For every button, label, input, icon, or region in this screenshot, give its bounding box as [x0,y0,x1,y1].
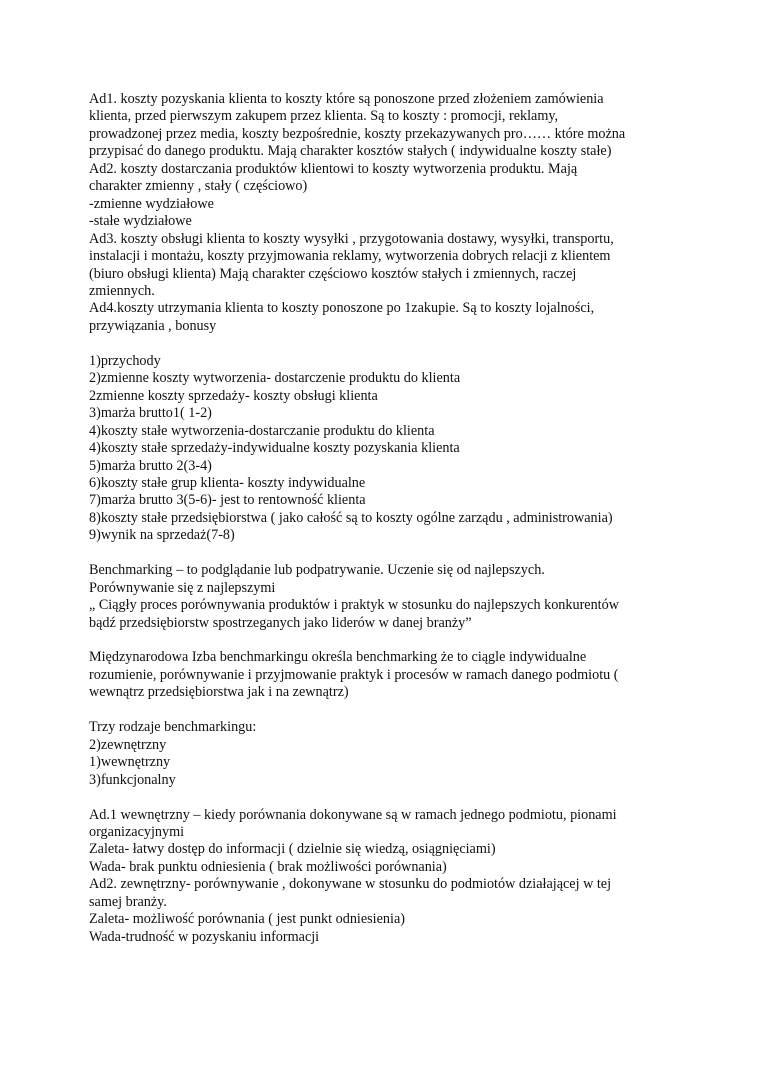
text-line: bądź przedsiębiorstw spostrzeganych jako liderów w danej branży” [89,614,472,631]
blank-line [89,702,689,719]
text-line: (biuro obsługi klienta) Mają charakter częściowo kosztów stałych i zmiennych, raczej [89,265,577,282]
list-item: 2zmienne koszty sprzedaży- koszty obsługi klienta [89,387,378,404]
text-line: Zaleta- możliwość porównania ( jest punkt odniesienia) [89,911,405,928]
list-item: 1)wewnętrzny [89,754,171,771]
blank-line [89,545,689,562]
blank-line [89,632,689,649]
text-line: Międzynarodowa Izba benchmarkingu określa benchmarking że to ciągle indywidualne [89,649,587,666]
list-item: 9)wynik na sprzedaż(7-8) [89,527,235,544]
text-line: wewnątrz przedsiębiorstwa jak i na zewnątrz) [89,684,349,701]
list-item: 8)koszty stałe przedsiębiorstwa ( jako całość są to koszty ogólne zarządu , administrowania) [89,509,613,526]
text-line: Ad3. koszty obsługi klienta to koszty wysyłki , przygotowania dostawy, wysyłki, transportu, [89,230,614,247]
text-line: Ad1. koszty pozyskania klienta to koszty które są ponoszone przed złożeniem zamówienia [89,91,604,107]
text-line: przypisać do danego produktu. Mają charakter kosztów stałych ( indywidualne koszty stałe) [89,143,612,160]
text-line: Wada- brak punktu odniesienia ( brak możliwości porównania) [89,858,447,875]
text-line: charakter zmienny , stały ( częściowo) [89,178,308,195]
costs-section [89,91,689,335]
list-item: 4)koszty stałe wytworzenia-dostarczanie produktu do klienta [89,422,435,439]
text-line: Ad.1 wewnętrzny – kiedy porównania dokonywane są w ramach jednego podmiotu, pionami [89,806,617,823]
text-line: Ad4.koszty utrzymania klienta to koszty ponoszone po 1zakupie. Są to koszty lojalności, [89,300,595,317]
list-item: 2)zmienne koszty wytworzenia- dostarczenie produktu do klienta [89,370,461,387]
text-line: instalacji i montażu, koszty przyjmowania reklamy, wytworzenia dobrych relacji z klientem [89,248,611,265]
text-line: zmiennych. [89,282,155,299]
list-item: 3)funkcjonalny [89,771,176,788]
text-line: -stałe wydziałowe [89,213,192,230]
text-line: Wada-trudność w pozyskaniu informacji [89,928,320,945]
benchmarking-definition-section [89,562,689,632]
benchmarking-types-detail-section [89,807,689,947]
document-page [89,91,689,946]
text-line: klienta, przed pierwszym zakupem przez klienta. Są to koszty : promocji, reklamy, [89,108,559,125]
text-line: Ad2. zewnętrzny- porównywanie , dokonywane w stosunku do podmiotów działającej w tej [89,876,612,893]
text-line: Trzy rodzaje benchmarkingu: [89,719,257,736]
text-line: prowadzonej przez media, koszty bezpośrednie, koszty przekazywanych pro…… które można [89,125,626,142]
list-item: 6)koszty stałe grup klienta- koszty indywidualne [89,474,366,491]
benchmarking-types-section [89,719,689,789]
text-line: organizacyjnymi [89,823,185,840]
blank-line [89,789,689,806]
blank-line [89,335,689,352]
profit-list-section [89,353,689,545]
text-line: -zmienne wydziałowe [89,195,214,212]
text-line: Benchmarking – to podglądanie lub podpatrywanie. Uczenie się od najlepszych. [89,562,545,579]
list-item: 3)marża brutto1( 1-2) [89,405,212,422]
list-item: 7)marża brutto 3(5-6)- jest to rentowność klienta [89,492,366,509]
izba-section [89,649,689,701]
list-item: 5)marża brutto 2(3-4) [89,457,212,474]
list-item: 2)zewnętrzny [89,736,167,753]
text-line: Porównywanie się z najlepszymi [89,579,276,596]
text-line: rozumienie, porównywanie i przyjmowanie praktyk i procesów w ramach danego podmiotu ( [89,666,619,683]
text-line: Zaleta- łatwy dostęp do informacji ( dzielnie się wiedzą, osiągnięciami) [89,841,496,858]
text-line: samej branży. [89,893,167,910]
list-item: 1)przychody [89,352,161,369]
text-line: Ad2. koszty dostarczania produktów klientowi to koszty wytworzenia produktu. Mają [89,160,578,177]
text-line: „ Ciągły proces porównywania produktów i praktyk w stosunku do najlepszych konkurentów [89,597,619,614]
text-line: przywiązania , bonusy [89,317,217,334]
list-item: 4)koszty stałe sprzedaży-indywidualne koszty pozyskania klienta [89,440,460,457]
